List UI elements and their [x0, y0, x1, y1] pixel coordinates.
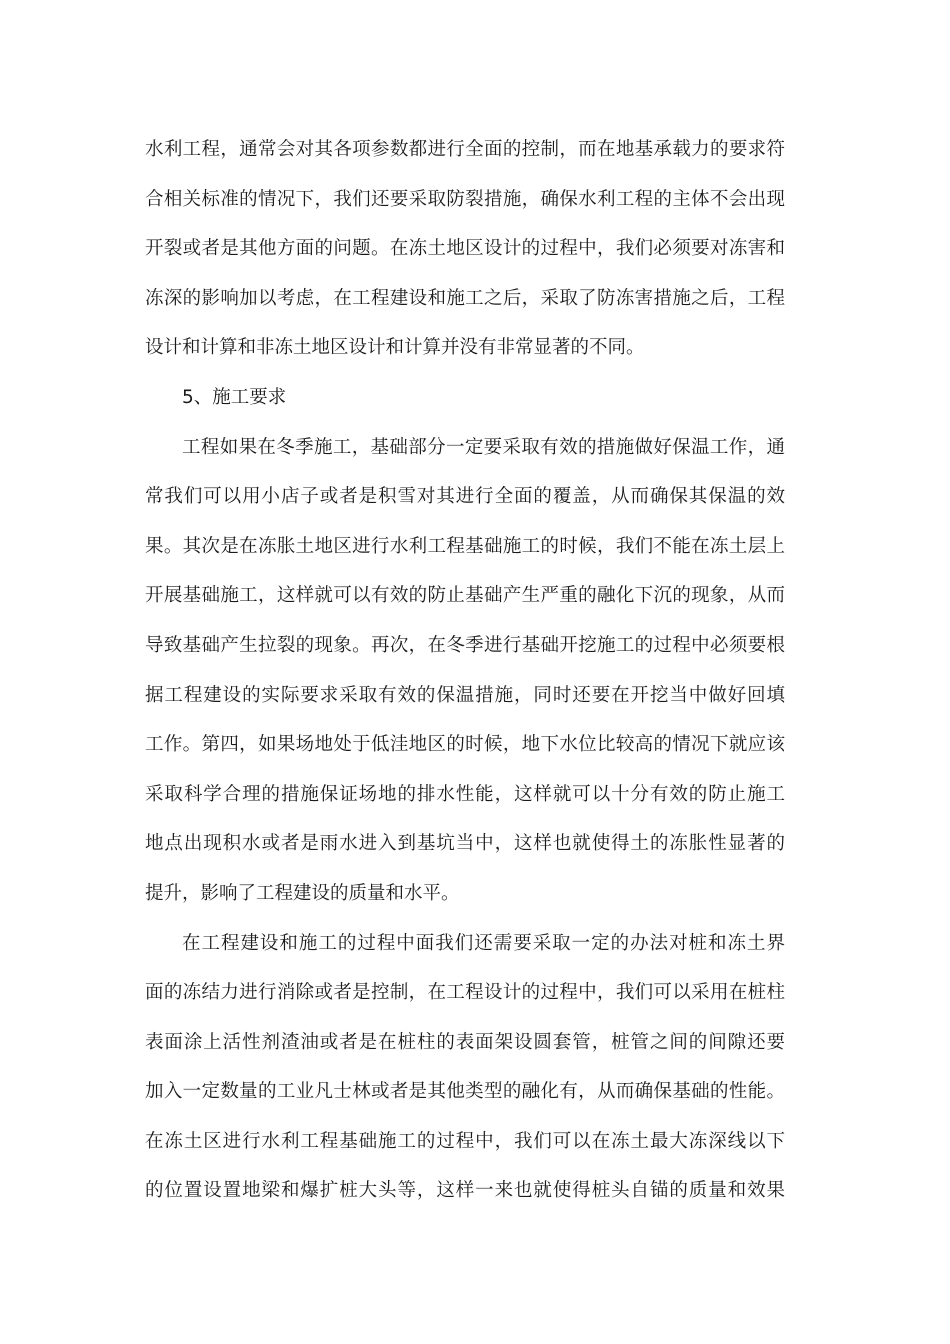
text-line: 加入一定数量的工业凡士林或者是其他类型的融化有，从而确保基础的性能。: [145, 1081, 785, 1103]
text-line: 面的冻结力进行消除或者是控制，在工程设计的过程中，我们可以采用在桩柱: [145, 982, 785, 1004]
text-line: 开裂或者是其他方面的问题。在冻土地区设计的过程中，我们必须要对冻害和: [145, 238, 785, 260]
text-line: 水利工程，通常会对其各项参数都进行全面的控制，而在地基承载力的要求符: [145, 139, 785, 160]
text-line: 地点出现积水或者是雨水进入到基坑当中，这样也就使得土的冻胀性显著的: [145, 833, 785, 855]
text-line: 工作。第四，如果场地处于低洼地区的时候，地下水位比较高的情况下就应该: [145, 734, 785, 756]
text-line: 据工程建设的实际要求采取有效的保温措施，同时还要在开挖当中做好回填: [145, 684, 785, 706]
text-line: 冻深的影响加以考虑，在工程建设和施工之后，采取了防冻害措施之后，工程: [145, 287, 785, 309]
text-line: 采取科学合理的措施保证场地的排水性能，这样就可以十分有效的防止施工: [145, 783, 785, 805]
text-line: 常我们可以用小店子或者是积雪对其进行全面的覆盖，从而确保其保温的效: [145, 486, 785, 508]
text-line: 开展基础施工，这样就可以有效的防止基础产生严重的融化下沉的现象，从而: [145, 585, 785, 607]
text-line: 表面涂上活性剂渣油或者是在桩柱的表面架设圆套管，桩管之间的间隙还要: [145, 1031, 785, 1053]
text-line: 导致基础产生拉裂的现象。再次，在冬季进行基础开挖施工的过程中必须要根: [145, 634, 785, 656]
text-line: 果。其次是在冻胀土地区进行水利工程基础施工的时候，我们不能在冻土层上: [145, 535, 785, 557]
text-line: 在工程建设和施工的过程中面我们还需要采取一定的办法对桩和冻土界: [182, 932, 785, 954]
body-text: [145, 125, 785, 1216]
section-heading: 5、施工要求: [182, 386, 287, 408]
text-line: 在冻土区进行水利工程基础施工的过程中，我们可以在冻土最大冻深线以下: [145, 1130, 785, 1152]
text-line: 提升，影响了工程建设的质量和水平。: [145, 882, 460, 904]
text-line: 合相关标准的情况下，我们还要采取防裂措施，确保水利工程的主体不会出现: [145, 188, 785, 210]
text-line: 的位置设置地梁和爆扩桩大头等，这样一来也就使得桩头自锚的质量和效果: [145, 1180, 785, 1202]
text-line: 工程如果在冬季施工，基础部分一定要采取有效的措施做好保温工作，通: [182, 436, 785, 458]
text-line: 设计和计算和非冻土地区设计和计算并没有非常显著的不同。: [145, 337, 645, 359]
